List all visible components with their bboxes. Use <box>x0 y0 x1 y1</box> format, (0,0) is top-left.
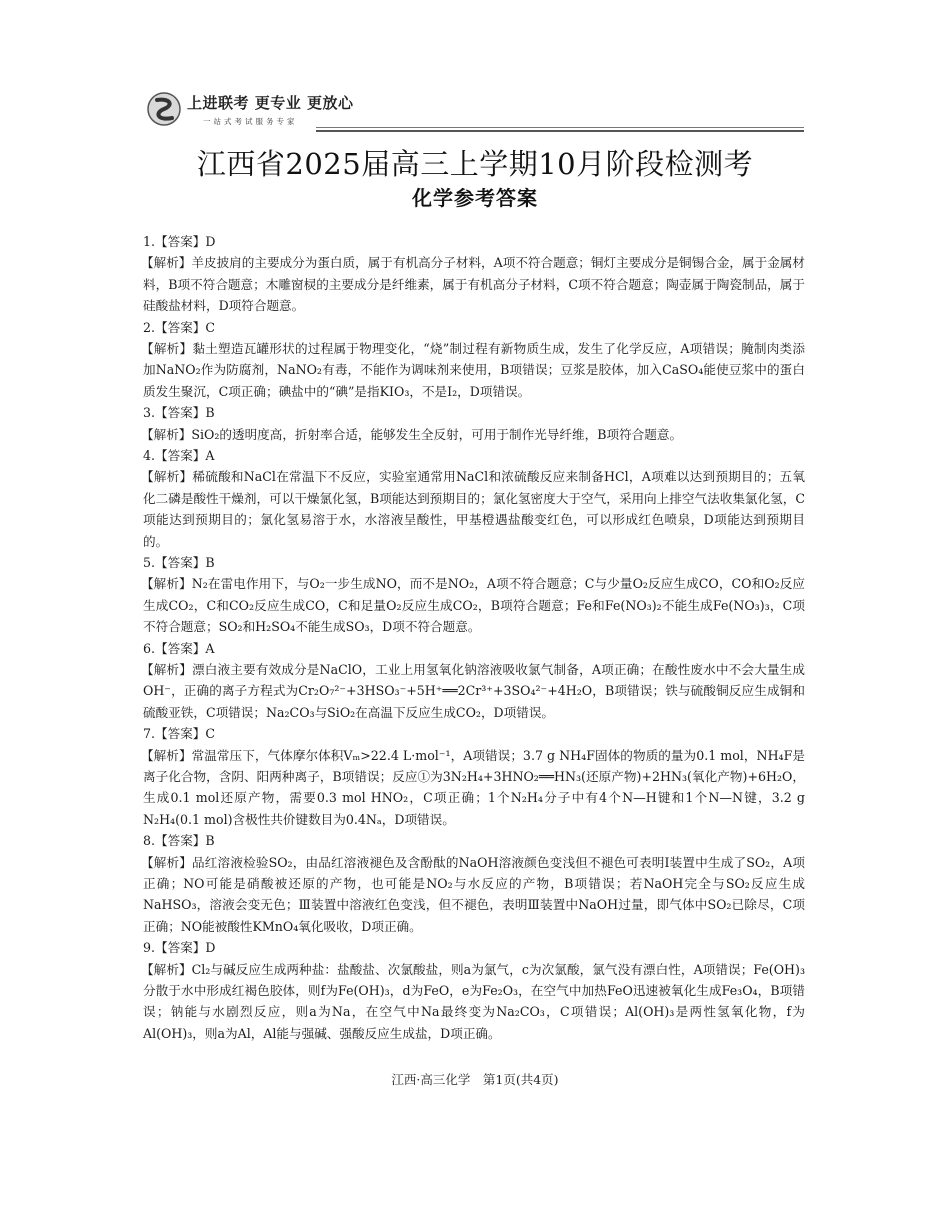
header <box>143 88 803 132</box>
header-rule-top <box>316 127 804 128</box>
answer-label: 5.【答案】B <box>143 555 215 571</box>
answer-explanation: 【解析】品红溶液检验SO₂，由品红溶液褪色及含酚酞的NaOH溶液颜色变浅但不褪色可表明Ⅰ装置中生成了SO₂，A项正确；NO可能是硝酸被还原的产物，也可能是NO₂与水反应的产物，B项错误；若NaOH完全与SO₂反应生成NaHSO₃，溶液会变无色；Ⅲ装置中溶液红色变浅，但不褪色，表明Ⅲ装置中NaOH过量，即气体中SO₂已除尽，C项正确；NO能被酸性KMnO₄氧化吸收，D项正确。 <box>141 854 805 934</box>
answer-label: 3.【答案】B <box>143 405 215 421</box>
brand-slogan: 上进联考 更专业 更放心 <box>187 94 354 112</box>
answer-label: 6.【答案】A <box>143 640 215 656</box>
answer-explanation: 【解析】稀硫酸和NaCl在常温下不反应，实验室通常用NaCl和浓硫酸反应来制备HCl，A项难以达到预期目的；五氧化二磷是酸性干燥剂，可以干燥氯化氢，B项能达到预期目的；氯化氢密度大于空气，采用向上排空气法收集氯化氢，C项能达到预期目的；氯化氢易溶于水，水溶液呈酸性，甲基橙遇盐酸变红色，可以形成红色喷泉，D项能达到预期目的。 <box>141 469 805 549</box>
answer-list <box>143 231 805 1044</box>
answer-label: 9.【答案】D <box>143 940 216 956</box>
answer-label: 4.【答案】A <box>143 448 215 464</box>
logo-icon <box>146 91 182 127</box>
page-title: 江西省2025届高三上学期10月阶段检测考 <box>196 147 754 181</box>
answer-item <box>143 317 805 403</box>
header-rule-bottom <box>316 130 804 132</box>
answer-label: 8.【答案】B <box>143 833 215 849</box>
answer-explanation: 【解析】SiO₂的透明度高，折射率合适，能够发生全反射，可用于制作光导纤维，B项符合题意。 <box>141 426 683 442</box>
answer-label: 1.【答案】D <box>143 234 216 249</box>
answer-explanation: 【解析】Cl₂与碱反应生成两种盐：盐酸盐、次氯酸盐，则a为氯气，c为次氯酸，氯气没有漂白性，A项错误；Fe(OH)₃分散于水中形成红褐色胶体，则f为Fe(OH)₃，d为FeO，e为Fe₂O₃，在空气中加热FeO迅速被氧化生成Fe₃O₄，B项错误；钠能与水剧烈反应，则a为Na，在空气中Na最终变为Na₂CO₃，C项错误；Al(OH)₃是两性氢氧化物，f为Al(OH)₃，则a为Al，Al能与强碱、强酸反应生成盐，D项正确。 <box>141 961 805 1041</box>
answer-item <box>143 723 805 830</box>
answer-label: 2.【答案】C <box>143 319 216 335</box>
answer-item <box>143 830 805 937</box>
answer-explanation: 【解析】黏土塑造瓦罐形状的过程属于物理变化，“烧”制过程有新物质生成，发生了化学反应，A项错误；腌制肉类添加NaNO₂作为防腐剂，NaNO₂有毒，不能作为调味剂来使用，B项错误；豆浆是胶体，加入CaSO₄能使豆浆中的蛋白质发生聚沉，C项正确；碘盐中的“碘”是指KIO₃，不是I₂，D项错误。 <box>141 341 805 399</box>
answer-item <box>143 638 805 724</box>
answer-label: 7.【答案】C <box>143 726 216 742</box>
answer-item <box>143 402 805 445</box>
answer-explanation: 【解析】N₂在雷电作用下，与O₂一步生成NO，而不是NO₂，A项不符合题意；C与少量O₂反应生成CO，CO和O₂反应生成CO₂，C和CO₂反应生成CO，C和足量O₂反应生成CO₂，B项符合题意；Fe和Fe(NO₃)₂不能生成Fe(NO₃)₃，C项不符合题意；SO₂和H₂SO₄不能生成SO₃，D项不符合题意。 <box>141 576 805 635</box>
page-subtitle: 化学参考答案 <box>412 186 538 210</box>
answer-explanation: 【解析】羊皮披肩的主要成分为蛋白质，属于有机高分子材料，A项不符合题意；铜灯主要成分是铜锡合金，属于金属材料，B项不符合题意；木雕窗棂的主要成分是纤维素，属于有机高分子材料，C项不符合题意；陶壶属于陶瓷制品，属于硅酸盐材料，D项符合题意。 <box>141 255 805 314</box>
answer-explanation: 【解析】常温常压下，气体摩尔体积Vₘ>22.4 L·mol⁻¹，A项错误；3.7 g NH₄F固体的物质的量为0.1 mol，NH₄F是离子化合物，含阴、阳两种离子，B项错误；反应①为3N₂H₄+3HNO₂══HN₃(还原产物)+2HN₃(氧化产物)+6H₂O，生成0.1 mol还原产物，需要0.3 mol HNO₂，C项正确；1个N₂H₄分子中有4个N—H键和1个N—N键，3.2 g N₂H₄(0.1 mol)含极性共价键数目为0.4Nₐ，D项错误。 <box>141 747 805 827</box>
answer-item <box>143 552 805 638</box>
answer-item <box>143 937 805 1044</box>
answer-explanation: 【解析】漂白液主要有效成分是NaClO，工业上用氢氧化钠溶液吸收氯气制备，A项正确；在酸性废水中不会大量生成OH⁻，正确的离子方程式为Cr₂O₇²⁻+3HSO₃⁻+5H⁺══2Cr³⁺+3SO₄²⁻+4H₂O，B项错误；铁与硫酸铜反应生成铜和硫酸亚铁，C项错误；Na₂CO₃与SiO₂在高温下反应生成CO₂，D项错误。 <box>141 662 805 720</box>
answer-item <box>143 445 805 552</box>
brand-subslogan: 一站式考试服务专家 <box>203 117 298 126</box>
page-footer: 江西·高三化学 第1页(共4页) <box>391 1072 559 1087</box>
answer-item <box>143 231 805 317</box>
